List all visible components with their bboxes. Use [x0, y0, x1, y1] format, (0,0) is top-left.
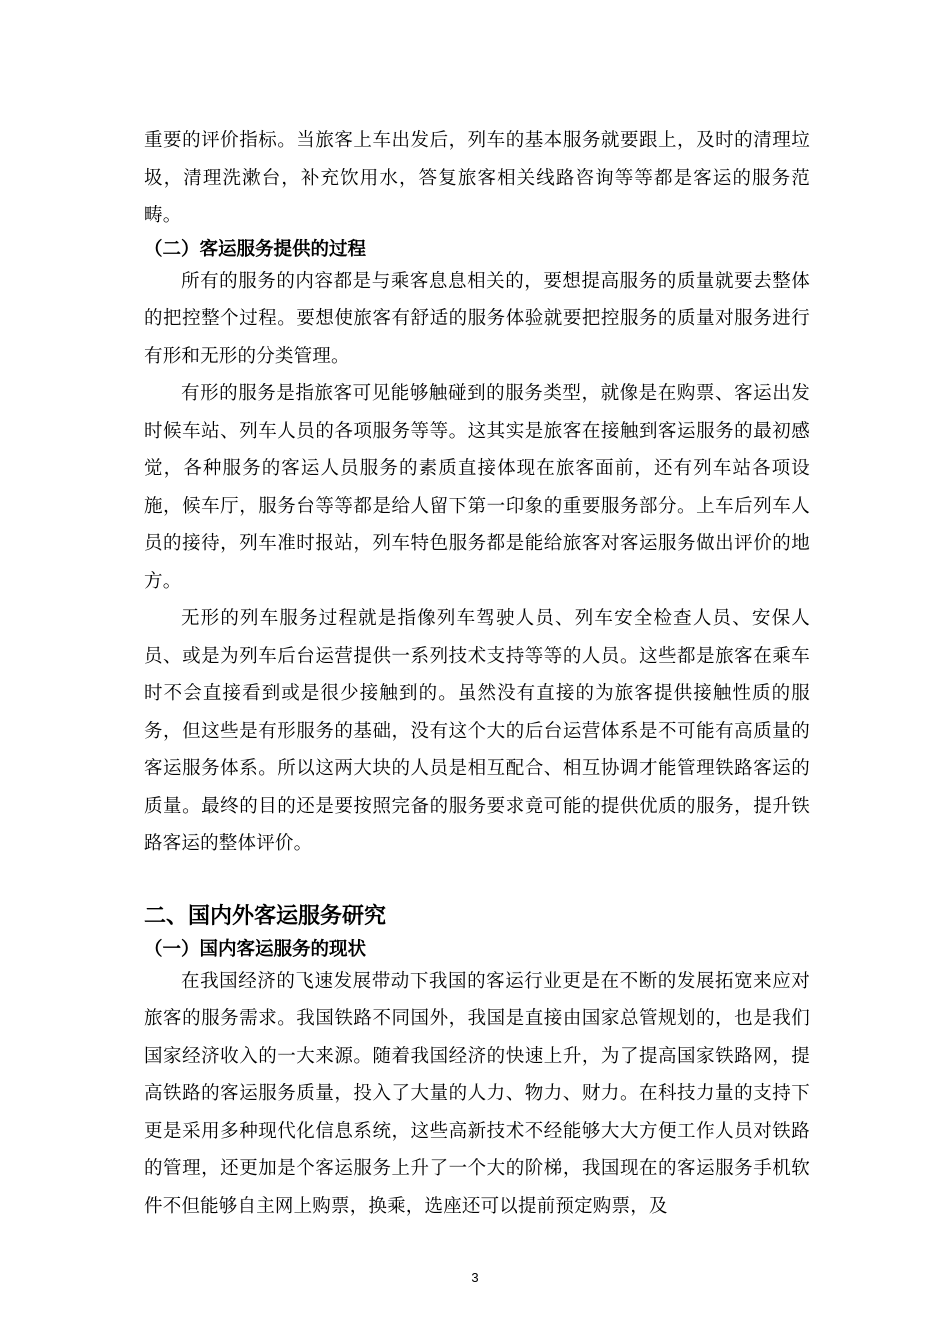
paragraph-4: 无形的列车服务过程就是指像列车驾驶人员、列车安全检查人员、安保人员、或是为列车后台运营提供一系列技术支持等等的人员。这些都是旅客在乘车时不会直接看到或是很少接触到的。虽然没有直接的为旅客提供接触性质的服务，但这些是有形服务的基础，没有这个大的后台运营体系是不可能有高质量的客运服务体系。所以这两大块的人员是相互配合、相互协调才能管理铁路客运的质量。最终的目的还是要按照完备的服务要求竟可能的提供优质的服务，提升铁路客运的整体评价。: [144, 608, 810, 854]
subheading-domestic-status: （一）国内客运服务的现状: [144, 938, 367, 960]
section-heading-research: 二、国内外客运服务研究: [144, 903, 387, 929]
paragraph-3: 有形的服务是指旅客可见能够触碰到的服务类型，就像是在购票、客运出发时候车站、列车人员的各项服务等等。这其实是旅客在接触到客运服务的最初感觉，各种服务的客运人员服务的素质直接体现在旅客面前，还有列车站各项设施，候车厅，服务台等等都是给人留下第一印象的重要服务部分。上车后列车人员的接待，列车准时报站，列车特色服务都是能给旅客对客运服务做出评价的地方。: [144, 383, 810, 592]
page-content: [144, 122, 810, 1225]
paragraph-2: 所有的服务的内容都是与乘客息息相关的，要想提高服务的质量就要去整体的把控整个过程。要想使旅客有舒适的服务体验就要把控服务的质量对服务进行有形和无形的分类管理。: [144, 270, 810, 367]
paragraph-5: 在我国经济的飞速发展带动下我国的客运行业更是在不断的发展拓宽来应对旅客的服务需求。我国铁路不同国外，我国是直接由国家总管规划的，也是我们国家经济收入的一大来源。随着我国经济的快速上升，为了提高国家铁路网，提高铁路的客运服务质量，投入了大量的人力、物力、财力。在科技力量的支持下更是采用多种现代化信息系统，这些高新技术不经能够大大方便工作人员对铁路的管理，还更加是个客运服务上升了一个大的阶梯，我国现在的客运服务手机软件不但能够自主网上购票，换乘，选座还可以提前预定购票，及: [144, 970, 810, 1217]
paragraph-1: 重要的评价指标。当旅客上车出发后，列车的基本服务就要跟上，及时的清理垃圾，清理洗漱台，补充饮用水，答复旅客相关线路咨询等等都是客运的服务范畴。: [144, 130, 810, 226]
page-number: 3: [471, 1270, 479, 1285]
subheading-service-process: （二）客运服务提供的过程: [144, 238, 367, 260]
